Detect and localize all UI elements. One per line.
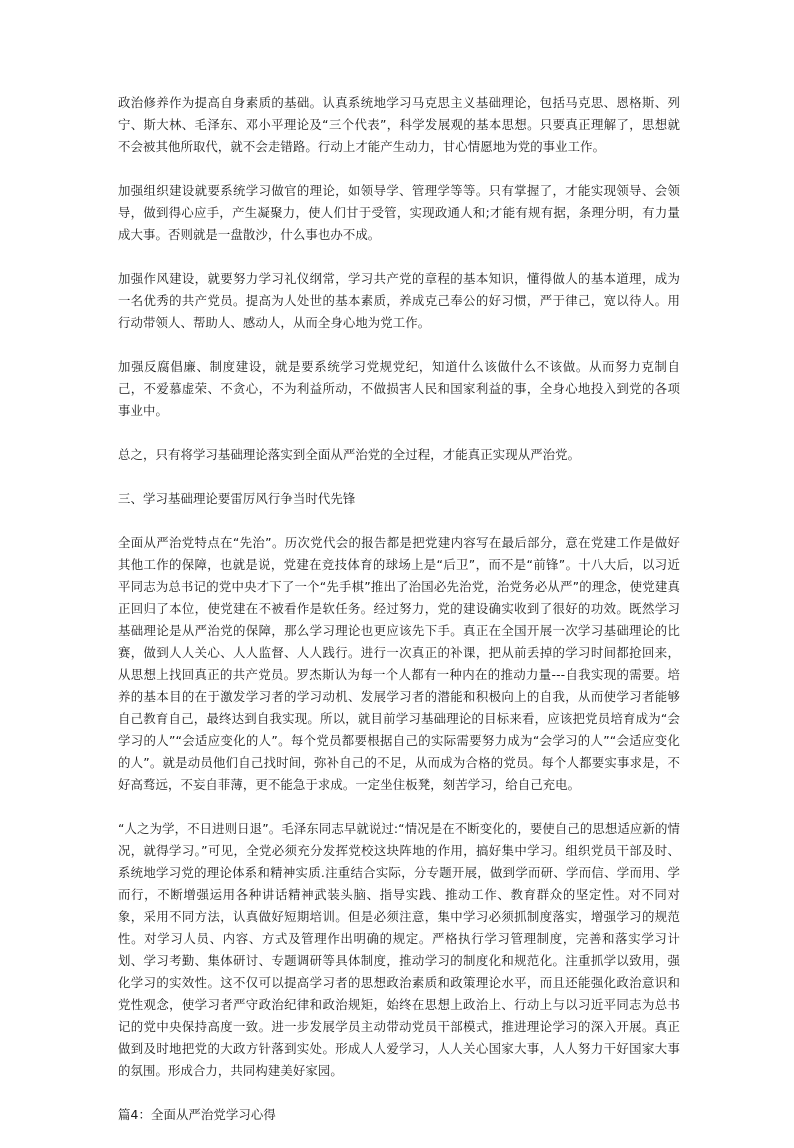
section-heading-3: 三、学习基础理论要雷厉风行争当时代先锋: [118, 491, 356, 506]
paragraph-summary: 总之，只有将学习基础理论落实到全面从严治党的全过程，才能真正实现从严治党。: [118, 447, 581, 462]
document-page: [118, 92, 680, 1148]
article-heading-4: 篇4：全面从严治党学习心得: [118, 1107, 276, 1122]
paragraph-learning: “人之为学，不日进则日退”。毛泽东同志早就说过:“情况是在不断变化的，要使自己的思想适应新的情况，就得学习。”可见，全党必须充分发挥党校这块阵地的作用，搞好集中学习。组织党员干部及时、系统地学习党的理论体系和精神实质.注重结合实际，分专题开展，做到学而研、学而信、学而用、学而行，不断增强运用各种讲话精神武装头脑、指导实践、推动工作、教育群众的坚定性。对不同对象，采用不同方法，认真做好短期培训。但是必须注意，集中学习必须抓制度落实，增强学习的规范性。对学习人员、内容、方式及管理作出明确的规定。严格执行学习管理制度，完善和落实学习计划、学习考勤、集体研讨、专题调研等具体制度，推动学习的制度化和规范化。注重抓学以致用，强化学习的实效性。这不仅可以提高学习者的思想政治素质和政策理论水平，而且还能强化政治意识和党性观念，使学习者严守政治纪律和政治规矩，始终在思想上政治上、行动上与以习近平同志为总书记的党中央保持高度一致。进一步发展学员主动带动党员干部模式，推进理论学习的深入开展。真正做到及时地把党的大政方针落到实处。形成人人爱学习，人人关心国家大事，人人努力干好国家大事的氛围。形成合力，共同构建美好家园。: [118, 821, 680, 1078]
paragraph-strict-governance: 全面从严治党特点在“先治”。历次党代会的报告都是把党建内容写在最后部分，意在党建工作是做好其他工作的保障，也就是说，党建在竞技体育的球场上是“后卫”，而不是“前锋”。十八大后，以习近平同志为总书记的党中央才下了一个“先手棋”推出了治国必先治党，治党务必从严”的理念，使党建真正回归了本位，使党建在不被看作是软任务。经过努力，党的建设确实收到了很好的功效。既然学习基础理论是从严治党的保障，那么学习理论也更应该先下手。真正在全国开展一次学习基础理论的比赛，做到人人关心、人人监督、人人践行。进行一次真正的补课，把从前丢掉的学习时间都抢回来，从思想上找回真正的共产党员。罗杰斯认为每一个人都有一种内在的推动力量---自我实现的需要。培养的基本目的在于激发学习者的学习动机、发展学习者的潜能和积极向上的自我，从而使学习者能够自己教育自己，最终达到自我实现。所以，就目前学习基础理论的目标来看，应该把党员培育成为“会学习的人”“会适应变化的人”。每个党员都要根据自己的实际需要努力成为“会学习的人”“会适应变化的人”。就是动员他们自己找时间，弥补自己的不足，从而成为合格的党员。每个人都要实事求是，不好高骛远，不妄自菲薄，更不能急于求成。一定坐住板凳，刻苦学习，给自己充电。: [118, 535, 680, 792]
paragraph-style-building: 加强作风建设，就要努力学习礼仪纲常，学习共产党的章程的基本知识，懂得做人的基本道理，成为一名优秀的共产党员。提高为人处世的基本素质，养成克己奉公的好习惯，严于律己，宽以待人。用行动带领人、帮助人、感动人，从而全身心地为党工作。: [118, 271, 680, 330]
paragraph-anti-corruption: 加强反腐倡廉、制度建设，就是要系统学习党规党纪，知道什么该做什么不该做。从而努力克制自己，不爱慕虚荣、不贪心，不为利益所动，不做损害人民和国家利益的事，全身心地投入到党的各项事业中。: [118, 359, 680, 418]
paragraph-organization-building: 加强组织建设就要系统学习做官的理论，如领导学、管理学等等。只有掌握了，才能实现领导、会领导，做到得心应手，产生凝聚力，使人们甘于受管，实现政通人和;才能有规有据，条理分明，有力量成大事。否则就是一盘散沙，什么事也办不成。: [118, 183, 680, 242]
paragraph-political-cultivation: 政治修养作为提高自身素质的基础。认真系统地学习马克思主义基础理论，包括马克思、恩格斯、列宁、斯大林、毛泽东、邓小平理论及“三个代表”，科学发展观的基本思想。只要真正理解了，思想就不会被其他所取代，就不会走错路。行动上才能产生动力，甘心情愿地为党的事业工作。: [118, 95, 680, 154]
